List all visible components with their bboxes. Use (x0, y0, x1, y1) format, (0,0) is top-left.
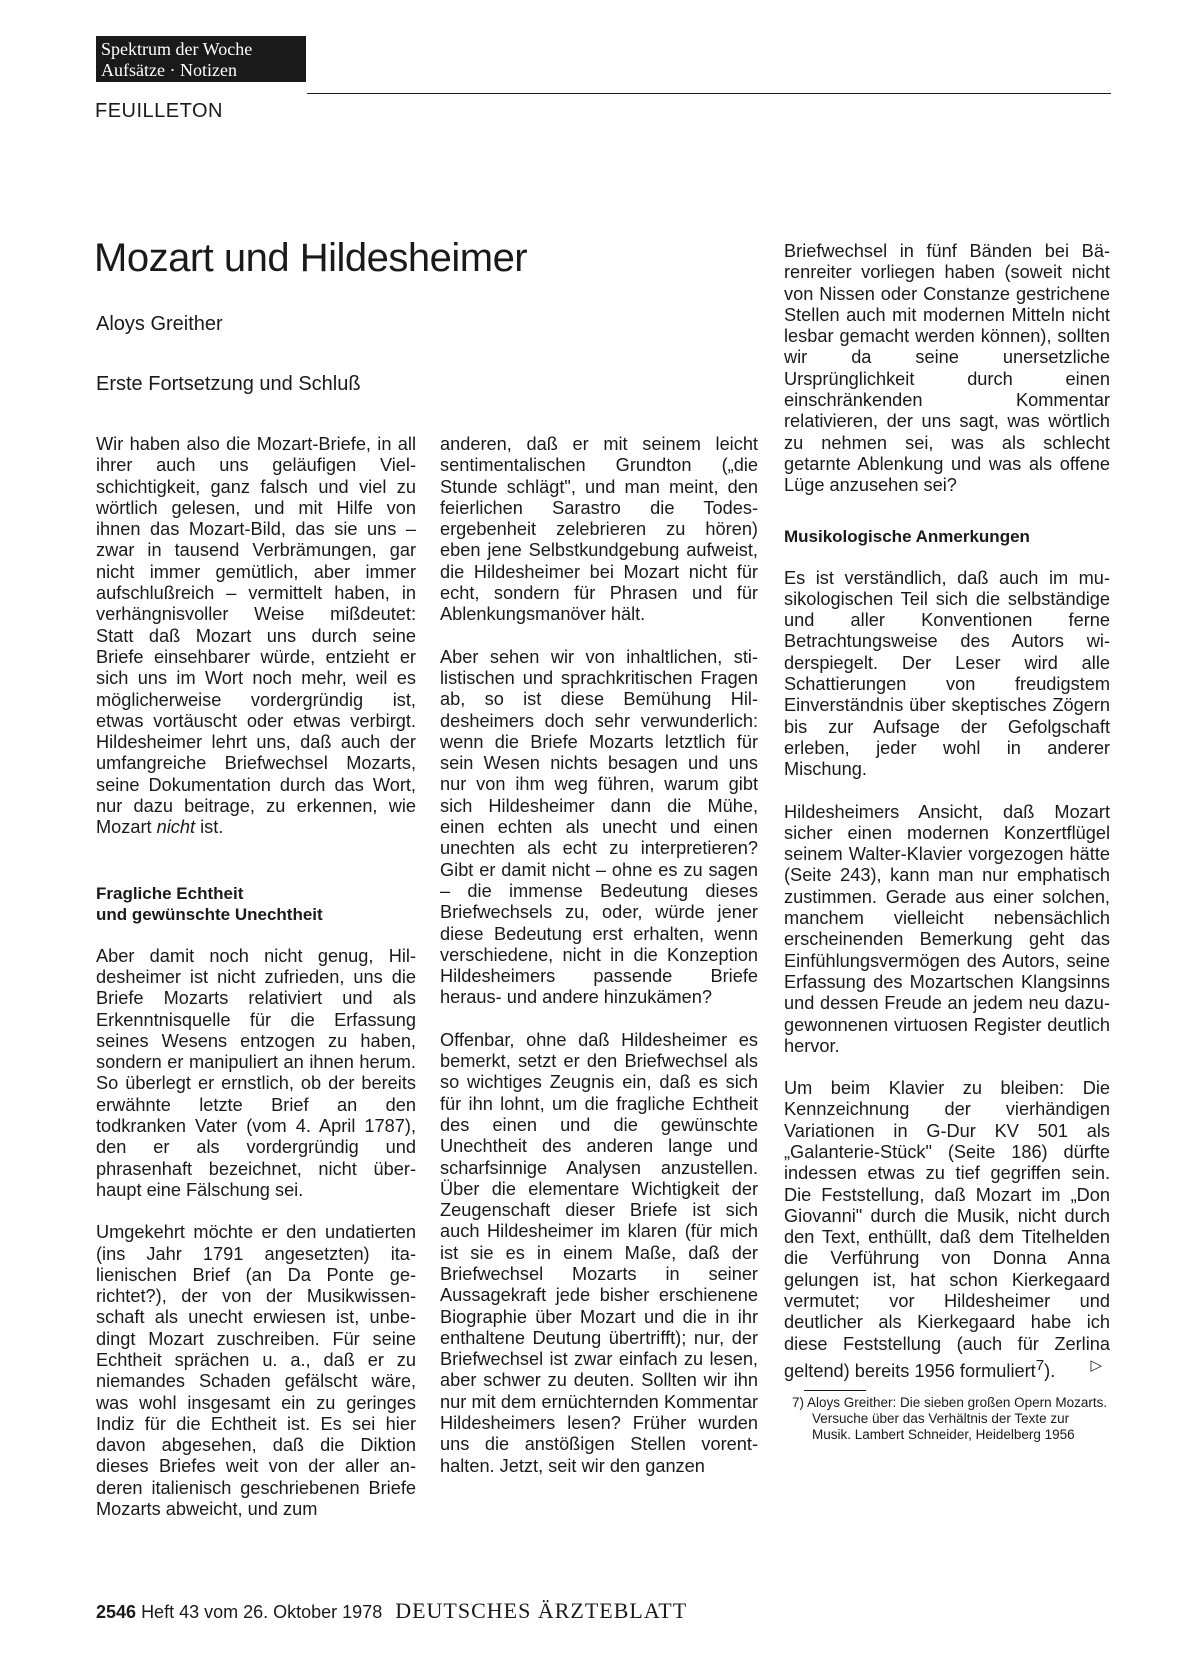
footnote-reference: 7 (1035, 1356, 1045, 1374)
footnote-rule (804, 1390, 866, 1391)
header-rule (307, 93, 1111, 94)
section-heading-musikologie: Musikologische Anmerkungen (784, 526, 1030, 546)
section-header-box (96, 36, 306, 82)
page-footer (96, 1598, 687, 1624)
emphasis: nicht (156, 817, 196, 838)
article-author: Aloys Greither (96, 313, 223, 335)
paragraph: Hildesheimers Ansicht, daß Mozart sicher einen modernen Konzertflügel seinem Walter-Klavier vorgezogen hätte (Seite 243), kann man nur emphatisch zustimmen. Gerade aus einer solchen, manchem vielleicht nebensächlich erscheinenden Bemerkung geht das Einfühlungsvermögen des Autors, seine Erfassung des Mozartschen Klangsinns und dessen Freude an jedem neu dazugewonnenen virtuosen Register deutlich hervor. (784, 801, 1110, 1056)
text-column-1 (96, 434, 416, 1520)
continue-arrow-icon: ▷ (1090, 1356, 1102, 1374)
paragraph: anderen, daß er mit seinem leicht sentimentalischen Grundton („die Stunde schlägt", und man meint, den feierlichen Sarastro die Todesergebenheit zelebrieren zu hören) eben jene Selbstkundgebung aufweist, die Hildesheimer bei Mozart nicht für echt, sondern für Phrasen und für Ablenkungsmanöver hält. (440, 434, 758, 625)
section-label: FEUILLETON (95, 100, 223, 122)
issue-info: Heft 43 vom 26. Oktober 1978 (141, 1602, 383, 1622)
paragraph: Es ist verständlich, daß auch im musikologischen Teil sich die selbständige und aller Konventionen ferne Betrachtungsweise des Autors widerspiegelt. Der Leser wird alle Schattierungen von freudigstem Einverständnis über skeptisches Zögern bis zur Aufsage der Gefolgschaft erleben, jeder wohl in anderer Mischung. (784, 567, 1110, 780)
article-subtitle: Erste Fortsetzung und Schluß (96, 373, 361, 395)
footnote: 7) Aloys Greither: Die sieben großen Opern Mozarts. Versuche über das Verhältnis der Texte zur Musik. Lambert Schneider, Heidelberg 1956 (792, 1395, 1108, 1443)
text-column-2 (440, 434, 758, 1477)
text-column-3 (784, 241, 1110, 1443)
header-line-1: Spektrum der Woche (101, 39, 253, 59)
paragraph: Aber sehen wir von inhaltlichen, stilistischen und sprachkritischen Fragen ab, so ist diese Bemühung Hildesheimers doch sehr verwunderlich: wenn die Briefe Mozarts letztlich für sein Wesen nichts besagen und uns nur von ihm weg führen, warum gibt sich Hildesheimer dann die Mühe, einen echten als unecht und einen unechten als echt zu interpretieren? Gibt er damit nicht – ohne es zu sagen – die immense Bedeutung dieses Briefwechsels zu, oder, würde jener diese Bedeutung erst erhalten, wenn verschiedene, nicht in die Konzeption Hildesheimers passende Briefe heraus- und andere hinzukämen? (440, 646, 758, 1008)
paragraph: Wir haben also die Mozart-Briefe, in all ihrer auch uns geläufigen Vielschichtigkeit, ganz falsch und viel zu wörtlich gelesen, und mit Hilfe von ihnen das Mozart-Bild, das sie uns – zwar in tausend Verbrämungen, gar nicht immer gemütlich, aber immer aufschlußreich – vermittelt haben, in verhängnisvoller Weise mißdeutet: Statt daß Mozart uns durch seine Briefe einsehbarer würde, entzieht er sich uns im Wort noch mehr, weil es möglicherweise vordergründig ist, etwas vortäuscht oder etwas verbirgt. Hildesheimer lehrt uns, daß auch der umfangreiche Briefwechsel Mozarts, seine Dokumentation durch das Wort, nur dazu beitrage, zu erkennen, wie Mozart nicht ist. (96, 434, 416, 838)
paragraph: Aber damit noch nicht genug, Hildesheimer ist nicht zufrieden, uns die Briefe Mozarts relativiert und als Erkenntnisquelle für die Erfassung seines Wesens entzogen zu haben, sondern er manipuliert an ihnen herum. So überlegt er ernstlich, ob der bereits erwähnte letzte Brief an den todkranken Vater (vom 4. April 1787), den er als vordergründig und phrasenhaft bezeichnet, nicht überhaupt eine Fälschung sei. (96, 945, 416, 1200)
section-heading-echtheit: Fragliche Echtheit und gewünschte Unechtheit (96, 883, 323, 924)
page-number: 2546 (96, 1602, 137, 1622)
article-title: Mozart und Hildesheimer (94, 236, 528, 280)
paragraph: Umgekehrt möchte er den undatierten (ins Jahr 1791 angesetzten) italienischen Brief (an Da Ponte gerichtet?), der von der Musikwissenschaft als unecht erwiesen ist, unbedingt Mozart zuschreiben. Für seine Echtheit sprächen u. a., daß er zu niemandes Schaden gefälscht wäre, was wohl insgesamt ein zu geringes Indiz für die Echtheit ist. Es sei hier davon abgesehen, daß die Diktion dieses Briefes weit von der aller anderen italienisch geschriebenen Briefe Mozarts abweicht, und zum (96, 1222, 416, 1520)
header-line-2: Aufsätze · Notizen (101, 60, 237, 80)
paragraph: Offenbar, ohne daß Hildesheimer es bemerkt, setzt er den Briefwechsel als so wichtiges Zeugnis ein, daß es sich für ihn lohnt, um die fragliche Echtheit des einen und die gewünschte Unechtheit des anderen lange und scharfsinnige Analysen anzustellen. Über die elementare Wichtigkeit der Zeugenschaft dieser Briefe ist sich auch Hildesheimer im klaren (für mich ist sie es in einem Maße, daß der Briefwechsel Mozarts in seiner Aussagekraft jede bisher erschienene Biographie über Mozart und die in ihr enthaltene Deutung übertrifft); nur, der Briefwechsel ist zwar einfach zu lesen, aber schwer zu deuten. Sollten wir ihn nur mit dem ernüchternden Kommentar Hildesheimers lesen? Früher wurden uns die anstößigen Stellen vorenthalten. Jetzt, seit wir den ganzen (440, 1029, 758, 1476)
journal-name: DEUTSCHES ÄRZTEBLATT (395, 1598, 688, 1623)
paragraph: Briefwechsel in fünf Bänden bei Bärenreiter vorliegen haben (soweit nicht von Nissen oder Constanze gestrichene Stellen auch mit modernen Mitteln nicht lesbar gemacht werden können), sollten wir da seine unersetzliche Ursprünglichkeit durch einen einschränkenden Kommentar relativieren, der uns sagt, was wörtlich zu nehmen sei, was als schlecht getarnte Ablenkung und was als offene Lüge anzusehen sei? (784, 241, 1110, 496)
paragraph: Um beim Klavier zu bleiben: Die Kennzeichnung der vierhändigen Variationen in G-Dur KV 501 als „Galanterie-Stück" (Seite 186) dürfte indessen etwas zu tief gegriffen sein. Die Feststellung, daß Mozart im „Don Giovanni" durch die Musik, nicht durch den Text, enthüllt, daß dem Titelhelden die Verführung von Donna Anna gelungen ist, hat schon Kierkegaard vermutet; vor Hildesheimer und deutlicher als Kierkegaard habe ich diese Feststellung (auch für Zerlina geltend) bereits 1956 formuliert$^7$). ▷ (784, 1078, 1110, 1382)
